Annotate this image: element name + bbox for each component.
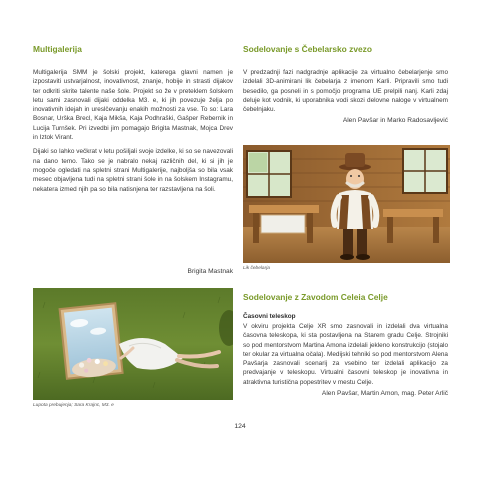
multigalerija-photo — [33, 288, 233, 400]
cebelarska-text — [243, 68, 448, 124]
celeia-heading: Sodelovanje z Zavodom Celeia Celje — [243, 292, 388, 302]
multigalerija-paragraph-1: Multigalerija SMM je šolski projekt, katerega glavni namen je izpostaviti ustvarjalnost, inovativnost, znanje, hobije in strasti dijakov ter odkriti skrite talente naše šole. Projekt so že v preteklem šolskem letu sami zasnovali dijaki oddelka M3. e, ki jih povezuje želja po inovativnih idejah in ureslčevanju enakih možnosti za vse. To so: Lara Bosnar, Urška Brecl, Kaja Mikša, Kaja Podhraški, Gašper Rebernik in Lucija Turnšek. Pri izvedbi jim pomagajo Brigita Mastnak, Mojca Drev in Iztok Virant. — [33, 69, 233, 142]
right-heading-1-block — [243, 44, 448, 54]
multigalerija-heading: Multigalerija — [33, 44, 82, 54]
cebelarska-authors: Alen Pavšar in Marko Radosavljević — [342, 117, 448, 125]
left-heading-block — [33, 44, 233, 54]
cebelarska-zveza-heading: Sodelovanje s Čebelarsko zvezo — [243, 44, 372, 54]
right-heading-2-block — [243, 292, 448, 302]
beekeeper-character-render — [243, 145, 450, 263]
multigalerija-photo-caption: Lupota prebujenja; Sara Krajnc, M3. e — [33, 403, 114, 408]
celeia-authors: Alen Pavšar, Martin Amon, mag. Peter Arlič — [321, 390, 448, 398]
multigalerija-author: Brigita Mastnak — [187, 268, 233, 275]
beekeeper-caption: Lik čebelarja — [243, 266, 270, 271]
multigalerija-author-block — [33, 268, 233, 275]
celeia-text — [243, 313, 448, 397]
multigalerija-paragraph-2: Dijaki so lahko večkrat v letu pošiljali svoje izdelke, ki so se navezovali na dano temo. Tako se je nabralo nekaj različnih del, ki si jih je mogoče ogledati na spletni strani Multigalerije, najboljša so bila vsak mesec objavljena tudi na spletni strani šole in na šolskem Instagramu, nekatera izmed njih pa so bila natisnjena ter razstavljena na šoli. — [33, 148, 233, 193]
celeia-paragraph: V okviru projekta Celje XR smo zasnovali in izdelali dva virtualna časovna teleskopa, ki sta postavljena na Starem gradu Celje. Strojniki so pod mentorstvom Martina Amona izdelali jekleno konstrukcijo (stojalo ter okular za virtualna očala). Medijski tehniki so pod mentorstvom Alena Pavšarja zasnovali scenarij za vsebino ter izdelali aplikacijo za predvajanje v teleskopu. Virtualni časovni teleskop je inovativna in atraktivna turistična popestritev v mestu Celje. — [243, 323, 448, 386]
page-number: 124 — [234, 423, 246, 430]
casovni-teleskop-subheading: Časovni teleskop — [243, 313, 296, 320]
multigalerija-caption-block — [33, 403, 233, 408]
beekeeper-caption-block — [243, 266, 448, 271]
cebelarska-paragraph: V predzadnji fazi nadgradnje aplikacije za virtualno čebelarjenje smo izdelali 3D-animirani lik čebelarja z imenom Karli. Pripravili smo tudi besedilo, ga posneli in s pomočjo programa UE prelpili nanj. Karli zdaj deluje kot vodnik, ki uporabnika vodi skozi delovne naloge v virtualnem čebelnjaku. — [243, 69, 448, 114]
multigalerija-text — [33, 68, 233, 194]
